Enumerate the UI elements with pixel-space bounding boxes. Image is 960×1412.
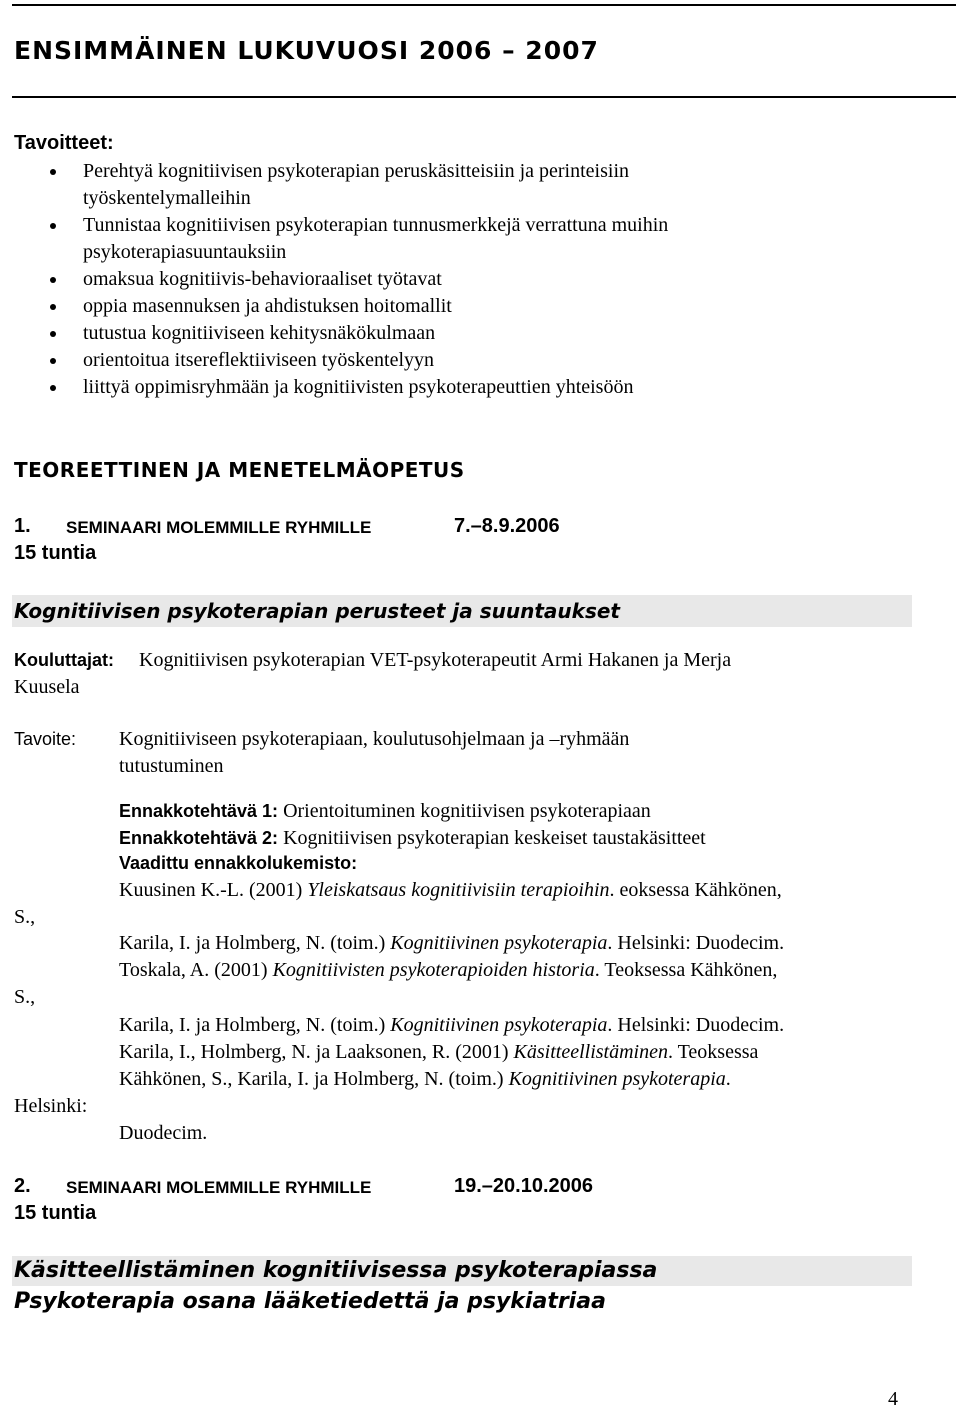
reference-3: Karila, I., Holmberg, N. ja Laaksonen, R. (2001) Käsitteellistäminen. Teoksessa — [119, 1041, 759, 1063]
section-heading: TEOREETTINEN JA MENETELMÄOPETUS — [14, 458, 465, 482]
seminar2-topic-2: Psykoterapia osana lääketiedettä ja psykiatriaa — [14, 1289, 606, 1314]
reference-3-end: Duodecim. — [119, 1122, 208, 1144]
pretask-1: Ennakkotehtävä 1: Orientoituminen kognitiivisen psykoterapiaan — [119, 800, 651, 822]
goal-item: oppia masennuksen ja ahdistuksen hoitomallit — [14, 293, 934, 320]
seminar2-dates: 19.–20.10.2006 — [454, 1175, 594, 1197]
bullet-icon — [50, 223, 56, 229]
reference-1-continued: Karila, I. ja Holmberg, N. (toim.) Kognitiivinen psykoterapia. Helsinki: Duodecim. — [119, 932, 785, 954]
goal-label: Tavoite: — [14, 729, 77, 749]
seminar1-number: 1. — [14, 515, 31, 537]
reference-1-left: S., — [14, 906, 36, 928]
trainers-label: Kouluttajat: — [14, 650, 114, 670]
trainers-text: Kognitiivisen psykoterapian VET-psykoterapeutit Armi Hakanen ja Merja — [139, 649, 732, 671]
reference-1: Kuusinen K.-L. (2001) Yleiskatsaus kognitiivisiin terapioihin. eoksessa Kähkönen, — [119, 879, 782, 901]
reference-3-continued: Kähkönen, S., Karila, I. ja Holmberg, N. (toim.) Kognitiivinen psykoterapia. — [119, 1068, 731, 1090]
title-rule — [12, 96, 956, 98]
reading-label: Vaadittu ennakkolukemisto: — [119, 853, 358, 873]
reference-2-continued: Karila, I. ja Holmberg, N. (toim.) Kognitiivinen psykoterapia. Helsinki: Duodecim. — [119, 1014, 785, 1036]
goal-item: orientoitua itsereflektiiviseen työskentelyyn — [14, 347, 934, 374]
seminar2-topic-1: Käsitteellistäminen kognitiivisessa psykoterapiassa — [14, 1258, 658, 1283]
goals-heading: Tavoitteet: — [14, 132, 114, 154]
goal-item: Perehtyä kognitiivisen psykoterapian peruskäsitteisiin ja perinteisiin — [14, 158, 934, 185]
goal-text-continued: tutustuminen — [119, 755, 224, 777]
pretask-2: Ennakkotehtävä 2: Kognitiivisen psykoterapian keskeiset taustakäsitteet — [119, 827, 706, 849]
page-number: 4 — [888, 1388, 898, 1410]
reference-2: Toskala, A. (2001) Kognitiivisten psykoterapioiden historia. Teoksessa Kähkönen, — [119, 959, 778, 981]
bullet-icon — [50, 385, 56, 391]
bullet-icon — [50, 331, 56, 337]
seminar1-label: SEMINAARI MOLEMMILLE RYHMILLE — [66, 518, 372, 537]
goals-list — [14, 158, 934, 401]
reference-2-left: S., — [14, 986, 36, 1008]
seminar1-hours: 15 tuntia — [14, 542, 97, 564]
bullet-icon — [50, 358, 56, 364]
goal-item-continuation: työskentelymalleihin — [83, 187, 251, 209]
trainers-text-continued: Kuusela — [14, 676, 80, 698]
page-title: ENSIMMÄINEN LUKUVUOSI 2006 – 2007 — [14, 36, 599, 65]
top-rule — [12, 4, 956, 6]
goal-item: tutustua kognitiiviseen kehitysnäkökulmaan — [14, 320, 934, 347]
seminar2-hours: 15 tuntia — [14, 1202, 97, 1224]
goal-item-continuation: psykoterapiasuuntauksiin — [83, 241, 287, 263]
seminar1-topic: Kognitiivisen psykoterapian perusteet ja suuntaukset — [14, 599, 620, 623]
goal-text: Kognitiiviseen psykoterapiaan, koulutusohjelmaan ja –ryhmään — [119, 728, 630, 750]
seminar1-dates: 7.–8.9.2006 — [454, 515, 560, 537]
goal-item: Tunnistaa kognitiivisen psykoterapian tunnusmerkkejä verrattuna muihin — [14, 212, 934, 239]
seminar2-label: SEMINAARI MOLEMMILLE RYHMILLE — [66, 1178, 372, 1197]
bullet-icon — [50, 169, 56, 175]
reference-3-left: Helsinki: — [14, 1095, 88, 1117]
seminar2-number: 2. — [14, 1175, 31, 1197]
bullet-icon — [50, 304, 56, 310]
goal-item: omaksua kognitiivis-behavioraaliset työtavat — [14, 266, 934, 293]
bullet-icon — [50, 277, 56, 283]
goal-item: liittyä oppimisryhmään ja kognitiivisten psykoterapeuttien yhteisöön — [14, 374, 934, 401]
